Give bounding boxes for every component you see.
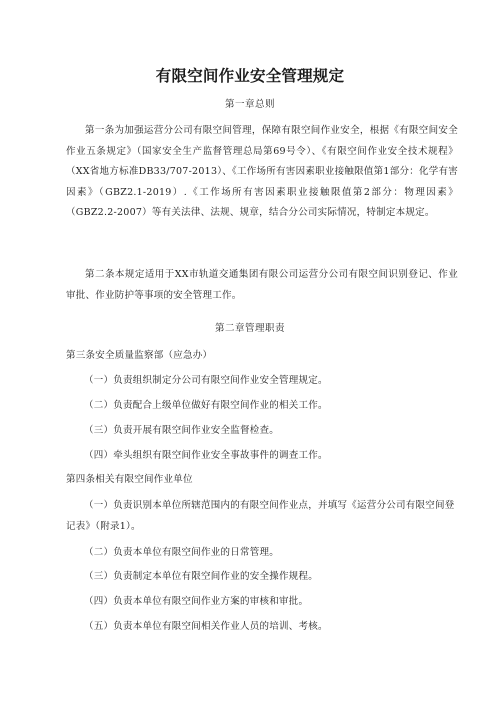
document-title: 有限空间作业安全管理规定	[155, 67, 345, 85]
article-4-item: （四）负责本单位有限空间作业方案的审核和审批。	[84, 596, 309, 607]
article-4-item: （五）负责本单位有限空间相关作业人员的培训、考核。	[84, 621, 328, 632]
article-4-heading: 第四条相关有限空间作业单位	[66, 474, 193, 485]
article-2-paragraph: 第二条本规定适用于XX市轨道交通集团有限公司运营分公司有限空间识别登记、作业审批、作业防护等事项的安全管理工作。	[66, 269, 458, 301]
chapter-heading-general: 第一章总则	[224, 99, 275, 110]
article-3-heading: 第三条安全质量监察部（应急办）	[66, 350, 213, 361]
article-3-item: （二）负责配合上级单位做好有限空间作业的相关工作。	[84, 400, 328, 411]
article-1-paragraph: 第一条为加强运营分公司有限空间管理，保障有限空间作业安全，根据《有限空间安全作业五条规定》（国家安全生产监督管理总局第69号令）、《有限空间作业安全技术规程》（XX省地方标准DB33/707-2013）、《工作场所有害因素职业接触限值第1部分：化学有害因素》（GBZ2.1-2019）.《工作场所有害因素职业接触限值第2部分：物理因素》（GBZ2.2-2007）等有关法律、法规、规章，结合分公司实际情况，特制定本规定。	[66, 125, 458, 218]
article-4-item: （二）负责本单位有限空间作业的日常管理。	[84, 547, 280, 558]
article-3-item: （四）牵头组织有限空间作业安全事故事件的调查工作。	[84, 450, 328, 461]
article-3-item: （三）负责开展有限空间作业安全监督检查。	[84, 425, 280, 436]
article-3-item: （一）负责组织制定分公司有限空间作业安全管理规定。	[84, 375, 328, 386]
article-4-item: （一）负责识别本单位所辖范围内的有限空间作业点，并填写《运营分公司有限空间登记表》（附录1）。	[66, 500, 455, 532]
chapter-heading-responsibilities: 第二章管理职责	[214, 323, 285, 334]
article-4-item: （三）负责制定本单位有限空间作业的安全操作规程。	[84, 571, 319, 582]
